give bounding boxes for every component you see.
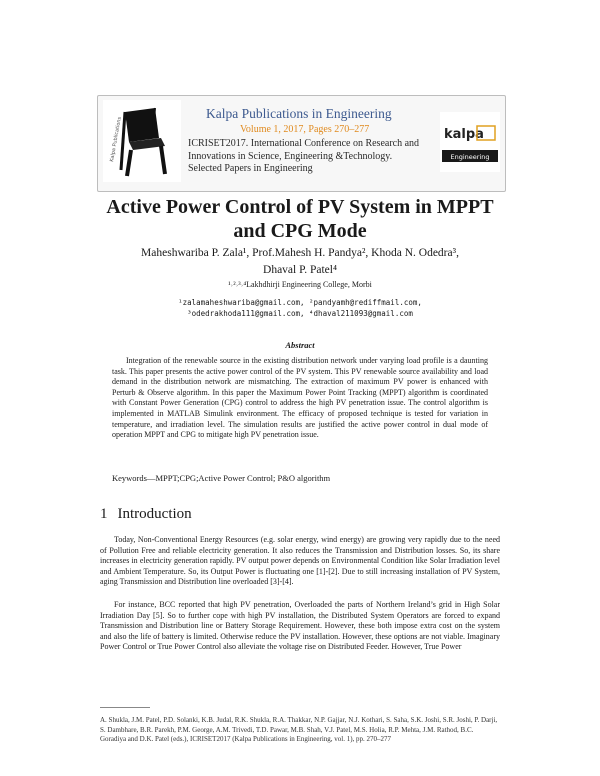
publication-name: Kalpa Publications in Engineering: [206, 106, 392, 121]
kalpa-engineering-logo: [440, 112, 500, 172]
emails-line-1: ¹zalamaheshwariba@gmail.com, ²pandyamh@rediffmail.com,: [178, 298, 422, 307]
authors-line-2: Dhaval P. Patel⁴: [263, 264, 337, 276]
title-line-2: and CPG Mode: [233, 220, 367, 242]
intro-paragraph-1: Today, Non-Conventional Energy Resources (e.g. solar energy, wind energy) are growing very rapidly due to the need of Pollution Free and reliable electricity generation. It also reduces the Transmission and Distribution losses. So, its share increases in electricity generation rapidly. PV output power depends on Environmental Condition like Solar Irradiation level and Ambient Temperature. So, its Output Power is fluctuating one [1]-[2]. Due to still increasing installation of PV System, aging Transmission and Distribution line overloaded [3]-[4].: [100, 535, 500, 587]
logo-right-text: kalpa: [444, 127, 484, 142]
authors-line-1: Maheshwariba P. Zala¹, Prof.Mahesh H. Pandya², Khoda N. Odedra³,: [141, 247, 459, 259]
logo-right-subtext: Engineering: [450, 153, 490, 161]
section-title: Introduction: [117, 506, 192, 522]
emails-line-2: ³odedrakhoda111@gmail.com, ⁴dhaval211093@gmail.com: [187, 309, 413, 318]
conference-info: ICRISET2017. International Conference on Research and Innovations in Science, Engineering &Technology. Selected Papers in Engineering: [188, 138, 420, 174]
affiliation: ¹˒²˒³˒⁴Lakhdhirji Engineering College, Morbi: [228, 280, 372, 289]
section-heading: [100, 506, 192, 523]
footer-citation: A. Shukla, J.M. Patel, P.D. Solanki, K.B. Judal, R.K. Shukla, R.A. Thakkar, N.P. Gajjar, N.J. Kothari, S. Saha, S.K. Joshi, S.R. Joshi, P. Darji, S. Dambhare, B.R. Parekh, P.M. George, A.M. Trivedi, T.D. Pawar, M.B. Shah, V.J. Patel, M.S. Holia, R.P. Mehta, J.M. Rathod, B.C. Goradiya and D.K. Patel (eds.), ICRISET2017 (Kalpa Publications in Engineering, vol. 1), pp. 270–277: [100, 716, 498, 744]
footer-divider: [100, 707, 150, 708]
section-number: 1: [100, 506, 108, 522]
intro-paragraph-2: For instance, BCC reported that high PV penetration, Overloaded the parts of Northern Ireland’s grid in High Solar Irradiation Day [5]. So to further cope with high PV installation, the Distributed System Operators are forced to expand Transmission and Distribution line or Battery Storage Requirement. However, these both impose extra cost on the system and also the life of battery is limited. Otherwise reduce the PV installation. However, these options are not viable. Imaginary Power Control or True Power Control also alleviate the voltage rise on Distributed Feeder. However, True Power: [100, 600, 500, 652]
abstract-text: Integration of the renewable source in the existing distribution network under varying load profile is a daunting task. This paper presents the active power control of the PV system. This PV renewable source availability and load demand in the distribution network are mismatching. The extraction of maximum PV power is enhanced with Perturb & Observe algorithm. In this paper the Maximum Power Point Tracking (MPPT) algorithm is coordinated with Constant Power Generation (CPG) control to address the high PV penetration issue. The control algorithm is implemented in MATLAB Simulink environment. The efficacy of proposed technique is tested for variation in temperature, and irradiation level. The simulation results are justified the active power control in dual mode of operation MPPT and CPG to mitigate high PV penetration issue.: [112, 356, 488, 440]
title-line-1: Active Power Control of PV System in MPPT: [106, 196, 494, 218]
volume-info: Volume 1, 2017, Pages 270–277: [240, 124, 370, 135]
keywords: Keywords—MPPT;CPG;Active Power Control; P&O algorithm: [112, 473, 331, 483]
abstract-heading: Abstract: [285, 340, 315, 350]
authors: [60, 245, 540, 279]
logo-left-text: Kalpa Publications: [109, 116, 123, 163]
kalpa-publications-logo: [103, 100, 181, 182]
author-emails: [60, 297, 540, 319]
paper-title: [60, 195, 540, 243]
